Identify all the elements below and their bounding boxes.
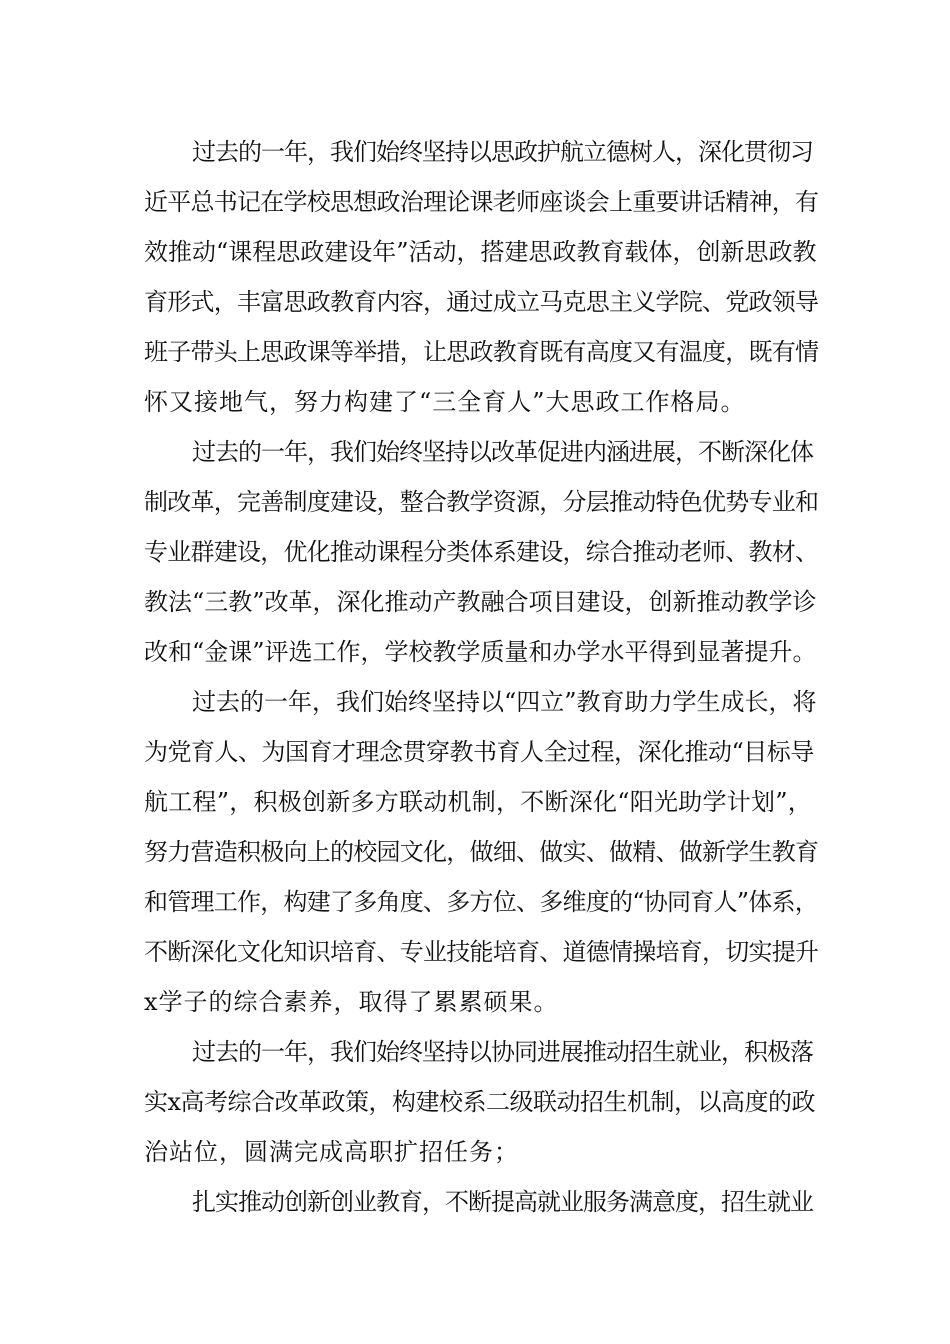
text-line: 怀又接地气，努力构建了“三全育人”大思政工作格局。 <box>144 388 746 416</box>
text-line: x学子的综合素养，取得了累累硕果。 <box>144 988 559 1016</box>
text-line: 扎实推动创新创业教育，不断提高就业服务满意度，招生就业 <box>192 1188 813 1216</box>
text-line: 治站位，圆满完成高职扩招任务； <box>144 1138 519 1166</box>
text-line: 制改革，完善制度建设，整合教学资源，分层推动特色优势专业和 <box>144 488 819 516</box>
text-line: 近平总书记在学校思想政治理论课老师座谈会上重要讲话精神，有 <box>144 188 819 216</box>
text-line: 专业群建设，优化推动课程分类体系建设，综合推动老师、教材、 <box>144 538 819 566</box>
text-line: 航工程”，积极创新多方联动机制，不断深化“阳光助学计划”， <box>144 788 813 816</box>
text-line: 效推动“课程思政建设年”活动，搭建思政教育载体，创新思政教 <box>144 238 817 266</box>
text-line: 努力营造积极向上的校园文化，做细、做实、做精、做新学生教育 <box>144 838 819 866</box>
text-line: 不断深化文化知识培育、专业技能培育、道德情操培育，切实提升 <box>144 938 819 966</box>
text-line: 过去的一年，我们始终坚持以思政护航立德树人，深化贯彻习 <box>192 138 813 166</box>
text-line: 班子带头上思政课等举措，让思政教育既有高度又有温度，既有情 <box>144 338 819 366</box>
text-line: 和管理工作，构建了多角度、多方位、多维度的“协同育人”体系， <box>144 888 819 916</box>
text-line: 教法“三教”改革，深化推动产教融合项目建设，创新推动教学诊 <box>144 588 817 616</box>
text-line: 为党育人、为国育才理念贯穿教书育人全过程，深化推动“目标导 <box>144 738 814 766</box>
text-line: 改和“金课”评选工作，学校教学质量和办学水平得到显著提升。 <box>144 638 817 666</box>
text-line: 过去的一年，我们始终坚持以改革促进内涵进展，不断深化体 <box>192 438 813 466</box>
text-line: 过去的一年，我们始终坚持以“四立”教育助力学生成长，将 <box>192 688 817 716</box>
text-line: 实x高考综合改革政策，构建校系二级联动招生机制，以高度的政 <box>144 1088 816 1116</box>
text-line: 过去的一年，我们始终坚持以协同进展推动招生就业，积极落 <box>192 1038 813 1066</box>
text-line: 育形式，丰富思政教育内容，通过成立马克思主义学院、党政领导 <box>144 288 819 316</box>
